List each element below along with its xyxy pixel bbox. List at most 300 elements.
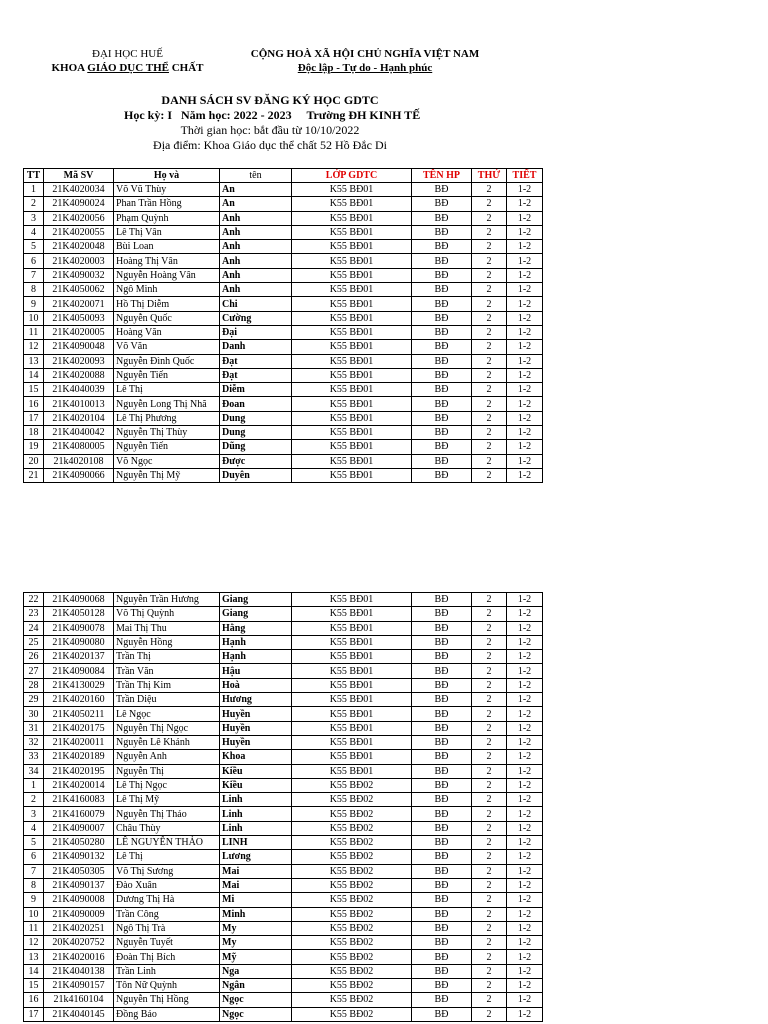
table-row: [24, 397, 543, 411]
weekday: 2: [472, 225, 507, 239]
student-table-2: [23, 592, 543, 1022]
course-name: BĐ: [412, 383, 472, 397]
table-row: [24, 297, 543, 311]
table-row: [24, 979, 543, 993]
class-code: K55 BĐ01: [292, 183, 412, 197]
student-given-name: Chi: [220, 297, 292, 311]
student-given-name: LINH: [220, 836, 292, 850]
student-id: 21K4020011: [44, 735, 114, 749]
student-id: 21K4050062: [44, 283, 114, 297]
table-row: [24, 821, 543, 835]
student-id: 21K4020160: [44, 693, 114, 707]
student-surname: Nguyễn Anh: [114, 750, 220, 764]
table-row: [24, 426, 543, 440]
period: 1-2: [507, 454, 543, 468]
student-id: 21K4090007: [44, 821, 114, 835]
student-given-name: Anh: [220, 283, 292, 297]
place-line: Địa điểm: Khoa Giáo dục thể chất 52 Hồ Đắc Di: [153, 138, 387, 152]
course-name: BĐ: [412, 240, 472, 254]
student-id: 21K4090048: [44, 340, 114, 354]
course-name: BĐ: [412, 593, 472, 607]
class-code: K55 BĐ02: [292, 907, 412, 921]
period: 1-2: [507, 721, 543, 735]
student-surname: Võ Thị Quỳnh: [114, 607, 220, 621]
course-name: BĐ: [412, 821, 472, 835]
row-number: 13: [24, 950, 44, 964]
student-id: 21K4050305: [44, 864, 114, 878]
student-id: 21K4040145: [44, 1007, 114, 1021]
weekday: 2: [472, 807, 507, 821]
row-number: 8: [24, 878, 44, 892]
weekday: 2: [472, 664, 507, 678]
class-code: K55 BĐ01: [292, 325, 412, 339]
table-row: [24, 311, 543, 325]
table-row: [24, 211, 543, 225]
student-surname: Nguyễn Trần Hương: [114, 593, 220, 607]
student-surname: Lê Thị Vân: [114, 225, 220, 239]
student-id: 21K4020189: [44, 750, 114, 764]
weekday: 2: [472, 468, 507, 482]
student-surname: Trần Văn: [114, 664, 220, 678]
student-given-name: Hạnh: [220, 635, 292, 649]
student-id: 21k4020108: [44, 454, 114, 468]
weekday: 2: [472, 607, 507, 621]
course-name: BĐ: [412, 197, 472, 211]
period: 1-2: [507, 311, 543, 325]
class-code: K55 BĐ02: [292, 864, 412, 878]
student-surname: Mai Thị Thu: [114, 621, 220, 635]
course-name: BĐ: [412, 268, 472, 282]
student-surname: Võ Văn: [114, 340, 220, 354]
student-id: 21K4020003: [44, 254, 114, 268]
student-id: 21K4090024: [44, 197, 114, 211]
weekday: 2: [472, 693, 507, 707]
student-given-name: Giang: [220, 593, 292, 607]
period: 1-2: [507, 354, 543, 368]
table-row: [24, 621, 543, 635]
student-surname: Ngô Thị Trà: [114, 921, 220, 935]
student-given-name: Hương: [220, 693, 292, 707]
period: 1-2: [507, 921, 543, 935]
table-row: [24, 735, 543, 749]
class-code: K55 BĐ01: [292, 297, 412, 311]
course-name: BĐ: [412, 850, 472, 864]
student-given-name: Duyên: [220, 468, 292, 482]
student-given-name: My: [220, 936, 292, 950]
table-row: [24, 907, 543, 921]
student-surname: LÊ NGUYỄN THẢO: [114, 836, 220, 850]
student-id: 21K4090066: [44, 468, 114, 482]
student-id: 21K4080005: [44, 440, 114, 454]
row-number: 14: [24, 368, 44, 382]
row-number: 12: [24, 340, 44, 354]
student-id: 21K4050128: [44, 607, 114, 621]
student-surname: Nguyễn Hoàng Vân: [114, 268, 220, 282]
col-header-ma-sv: Mã SV: [44, 169, 114, 183]
class-code: K55 BĐ02: [292, 850, 412, 864]
student-given-name: Hạnh: [220, 650, 292, 664]
col-header-tt: TT: [24, 169, 44, 183]
period: 1-2: [507, 664, 543, 678]
student-surname: Nguyễn Thị Ngọc: [114, 721, 220, 735]
table-row: [24, 950, 543, 964]
table-row: [24, 368, 543, 382]
weekday: 2: [472, 383, 507, 397]
row-number: 2: [24, 793, 44, 807]
class-code: K55 BĐ01: [292, 426, 412, 440]
class-code: K55 BĐ01: [292, 593, 412, 607]
period: 1-2: [507, 297, 543, 311]
class-code: K55 BĐ02: [292, 836, 412, 850]
weekday: 2: [472, 907, 507, 921]
period: 1-2: [507, 225, 543, 239]
period: 1-2: [507, 764, 543, 778]
student-given-name: Ngọc: [220, 993, 292, 1007]
student-surname: Võ Vũ Thùy: [114, 183, 220, 197]
student-id: 21K4020016: [44, 950, 114, 964]
row-number: 14: [24, 964, 44, 978]
faculty-suffix: CHẤT: [168, 62, 204, 74]
course-name: BĐ: [412, 211, 472, 225]
student-id: 21K4020093: [44, 354, 114, 368]
period: 1-2: [507, 807, 543, 821]
period: 1-2: [507, 907, 543, 921]
course-name: BĐ: [412, 807, 472, 821]
student-given-name: Hằng: [220, 621, 292, 635]
student-given-name: An: [220, 197, 292, 211]
course-name: BĐ: [412, 721, 472, 735]
student-id: 21K4090137: [44, 878, 114, 892]
period: 1-2: [507, 268, 543, 282]
period: 1-2: [507, 440, 543, 454]
faculty-name: [40, 62, 215, 74]
class-code: K55 BĐ01: [292, 368, 412, 382]
student-surname: Nguyễn Tiến: [114, 440, 220, 454]
student-given-name: Minh: [220, 907, 292, 921]
weekday: 2: [472, 426, 507, 440]
table-row: [24, 850, 543, 864]
row-number: 6: [24, 850, 44, 864]
course-name: BĐ: [412, 468, 472, 482]
student-id: 20K4020752: [44, 936, 114, 950]
class-code: K55 BĐ01: [292, 635, 412, 649]
row-number: 25: [24, 635, 44, 649]
weekday: 2: [472, 254, 507, 268]
table-row: [24, 454, 543, 468]
faculty-underlined: GIÁO DỤC THỂ: [87, 62, 169, 74]
period: 1-2: [507, 821, 543, 835]
row-number: 34: [24, 764, 44, 778]
table-row: [24, 964, 543, 978]
student-surname: Trần Thị: [114, 650, 220, 664]
class-code: K55 BĐ02: [292, 921, 412, 935]
student-id: 21K4090078: [44, 621, 114, 635]
course-name: BĐ: [412, 440, 472, 454]
period: 1-2: [507, 397, 543, 411]
period: 1-2: [507, 593, 543, 607]
student-id: 21K4040039: [44, 383, 114, 397]
course-name: BĐ: [412, 635, 472, 649]
student-surname: Đoàn Thị Bích: [114, 950, 220, 964]
table-row: [24, 383, 543, 397]
period: 1-2: [507, 635, 543, 649]
student-given-name: Mai: [220, 878, 292, 892]
national-title: CỘNG HOÀ XÃ HỘI CHỦ NGHĨA VIỆT NAM: [250, 48, 480, 60]
student-id: 21K4020195: [44, 764, 114, 778]
table-body-2: [24, 593, 543, 1022]
document-title: DANH SÁCH SV ĐĂNG KÝ HỌC GDTC: [161, 93, 379, 107]
course-name: BĐ: [412, 454, 472, 468]
weekday: 2: [472, 621, 507, 635]
period: 1-2: [507, 197, 543, 211]
class-code: K55 BĐ01: [292, 621, 412, 635]
student-given-name: Dung: [220, 411, 292, 425]
student-surname: Nguyễn Thị Thảo: [114, 807, 220, 821]
row-number: 27: [24, 664, 44, 678]
time-line: Thời gian học: bắt đầu từ 10/10/2022: [180, 123, 360, 137]
period: 1-2: [507, 678, 543, 692]
col-header-thu: THỨ: [472, 169, 507, 183]
course-name: BĐ: [412, 650, 472, 664]
weekday: 2: [472, 340, 507, 354]
row-number: 20: [24, 454, 44, 468]
student-surname: Lê Thị: [114, 850, 220, 864]
row-number: 9: [24, 297, 44, 311]
class-code: K55 BĐ01: [292, 354, 412, 368]
row-number: 24: [24, 621, 44, 635]
student-given-name: An: [220, 183, 292, 197]
table-row: [24, 254, 543, 268]
student-id: 21K4130029: [44, 678, 114, 692]
course-name: BĐ: [412, 340, 472, 354]
course-name: BĐ: [412, 426, 472, 440]
student-id: 21K4090009: [44, 907, 114, 921]
table-row: [24, 325, 543, 339]
student-surname: Trần Diệu: [114, 693, 220, 707]
period: 1-2: [507, 850, 543, 864]
student-id: 21K4050211: [44, 707, 114, 721]
course-name: BĐ: [412, 921, 472, 935]
class-code: K55 BĐ02: [292, 936, 412, 950]
weekday: 2: [472, 678, 507, 692]
course-name: BĐ: [412, 735, 472, 749]
student-id: 21K4090068: [44, 593, 114, 607]
table-row: [24, 778, 543, 792]
course-name: BĐ: [412, 325, 472, 339]
class-code: K55 BĐ01: [292, 383, 412, 397]
class-code: K55 BĐ01: [292, 340, 412, 354]
period: 1-2: [507, 893, 543, 907]
course-name: BĐ: [412, 878, 472, 892]
weekday: 2: [472, 793, 507, 807]
period: 1-2: [507, 707, 543, 721]
student-given-name: Lương: [220, 850, 292, 864]
class-code: K55 BĐ01: [292, 468, 412, 482]
table-row: [24, 993, 543, 1007]
student-surname: Nguyễn Lê Khánh: [114, 735, 220, 749]
row-number: 31: [24, 721, 44, 735]
student-id: 21K4020005: [44, 325, 114, 339]
student-surname: Hồ Thị Diễm: [114, 297, 220, 311]
student-given-name: Giang: [220, 607, 292, 621]
class-code: K55 BĐ02: [292, 793, 412, 807]
row-number: 29: [24, 693, 44, 707]
class-code: K55 BĐ01: [292, 311, 412, 325]
weekday: 2: [472, 635, 507, 649]
class-code: K55 BĐ02: [292, 878, 412, 892]
row-number: 10: [24, 311, 44, 325]
student-surname: Đào Xuân: [114, 878, 220, 892]
course-name: BĐ: [412, 311, 472, 325]
table-row: [24, 650, 543, 664]
row-number: 2: [24, 197, 44, 211]
student-given-name: Dung: [220, 426, 292, 440]
student-surname: Võ Thị Sương: [114, 864, 220, 878]
student-surname: Phan Trần Hồng: [114, 197, 220, 211]
period: 1-2: [507, 778, 543, 792]
period: 1-2: [507, 936, 543, 950]
row-number: 11: [24, 921, 44, 935]
table-row: [24, 693, 543, 707]
class-code: K55 BĐ01: [292, 693, 412, 707]
row-number: 33: [24, 750, 44, 764]
course-name: BĐ: [412, 693, 472, 707]
course-name: BĐ: [412, 1007, 472, 1021]
table-row: [24, 921, 543, 935]
col-header-ho-va: Họ và: [114, 169, 220, 183]
student-surname: Châu Thùy: [114, 821, 220, 835]
row-number: 1: [24, 183, 44, 197]
row-number: 6: [24, 254, 44, 268]
period: 1-2: [507, 1007, 543, 1021]
class-code: K55 BĐ02: [292, 979, 412, 993]
period: 1-2: [507, 368, 543, 382]
course-name: BĐ: [412, 607, 472, 621]
student-surname: Trần Thị Kim: [114, 678, 220, 692]
row-number: 16: [24, 993, 44, 1007]
table-row: [24, 593, 543, 607]
class-code: K55 BĐ01: [292, 397, 412, 411]
student-surname: Nguyễn Thị: [114, 764, 220, 778]
class-code: K55 BĐ01: [292, 735, 412, 749]
weekday: 2: [472, 750, 507, 764]
table-row: [24, 240, 543, 254]
course-name: BĐ: [412, 964, 472, 978]
student-id: 21K4160079: [44, 807, 114, 821]
weekday: 2: [472, 864, 507, 878]
national-motto: Độc lập - Tự do - Hạnh phúc: [297, 62, 433, 74]
class-code: K55 BĐ01: [292, 268, 412, 282]
student-given-name: Huyền: [220, 735, 292, 749]
period: 1-2: [507, 735, 543, 749]
student-given-name: Ngân: [220, 979, 292, 993]
weekday: 2: [472, 964, 507, 978]
period: 1-2: [507, 878, 543, 892]
student-surname: Bùi Loan: [114, 240, 220, 254]
period: 1-2: [507, 836, 543, 850]
row-number: 13: [24, 354, 44, 368]
row-number: 3: [24, 211, 44, 225]
student-surname: Đồng Bảo: [114, 1007, 220, 1021]
row-number: 15: [24, 979, 44, 993]
student-given-name: Mỹ: [220, 950, 292, 964]
table-row: [24, 225, 543, 239]
student-id: 21K4020034: [44, 183, 114, 197]
course-name: BĐ: [412, 397, 472, 411]
course-name: BĐ: [412, 283, 472, 297]
period: 1-2: [507, 283, 543, 297]
class-code: K55 BĐ01: [292, 411, 412, 425]
weekday: 2: [472, 764, 507, 778]
class-code: K55 BĐ01: [292, 240, 412, 254]
class-code: K55 BĐ01: [292, 650, 412, 664]
table-row: [24, 793, 543, 807]
weekday: 2: [472, 368, 507, 382]
course-name: BĐ: [412, 621, 472, 635]
row-number: 7: [24, 268, 44, 282]
course-name: BĐ: [412, 368, 472, 382]
row-number: 15: [24, 383, 44, 397]
period: 1-2: [507, 607, 543, 621]
student-given-name: Anh: [220, 268, 292, 282]
period: 1-2: [507, 468, 543, 482]
student-given-name: My: [220, 921, 292, 935]
student-given-name: Kiều: [220, 764, 292, 778]
student-surname: Nguyễn Quốc: [114, 311, 220, 325]
course-name: BĐ: [412, 664, 472, 678]
weekday: 2: [472, 707, 507, 721]
table-row: [24, 936, 543, 950]
course-name: BĐ: [412, 678, 472, 692]
class-code: K55 BĐ02: [292, 807, 412, 821]
weekday: 2: [472, 240, 507, 254]
weekday: 2: [472, 936, 507, 950]
class-code: K55 BĐ02: [292, 778, 412, 792]
student-given-name: Đại: [220, 325, 292, 339]
class-code: K55 BĐ01: [292, 283, 412, 297]
row-number: 22: [24, 593, 44, 607]
student-surname: Lê Thị Ngọc: [114, 778, 220, 792]
class-code: K55 BĐ01: [292, 225, 412, 239]
table-row: [24, 183, 543, 197]
student-id: 21K4090080: [44, 635, 114, 649]
weekday: 2: [472, 454, 507, 468]
student-surname: Nguyễn Tiến: [114, 368, 220, 382]
student-id: 21K4020056: [44, 211, 114, 225]
student-given-name: Ngọc: [220, 1007, 292, 1021]
student-id: 21K4050280: [44, 836, 114, 850]
weekday: 2: [472, 325, 507, 339]
student-id: 21K4020071: [44, 297, 114, 311]
class-code: K55 BĐ02: [292, 893, 412, 907]
row-number: 3: [24, 807, 44, 821]
table-row: [24, 750, 543, 764]
student-id: 21k4160104: [44, 993, 114, 1007]
course-name: BĐ: [412, 750, 472, 764]
period: 1-2: [507, 254, 543, 268]
weekday: 2: [472, 311, 507, 325]
row-number: 17: [24, 411, 44, 425]
student-surname: Tôn Nữ Quỳnh: [114, 979, 220, 993]
student-given-name: Khoa: [220, 750, 292, 764]
course-name: BĐ: [412, 354, 472, 368]
student-surname: Nguyễn Long Thị Nhã: [114, 397, 220, 411]
col-header-tiet: TIẾT: [507, 169, 543, 183]
table-header-row: [24, 169, 543, 183]
row-number: 21: [24, 468, 44, 482]
student-surname: Nguyễn Thị Thùy: [114, 426, 220, 440]
course-name: BĐ: [412, 979, 472, 993]
